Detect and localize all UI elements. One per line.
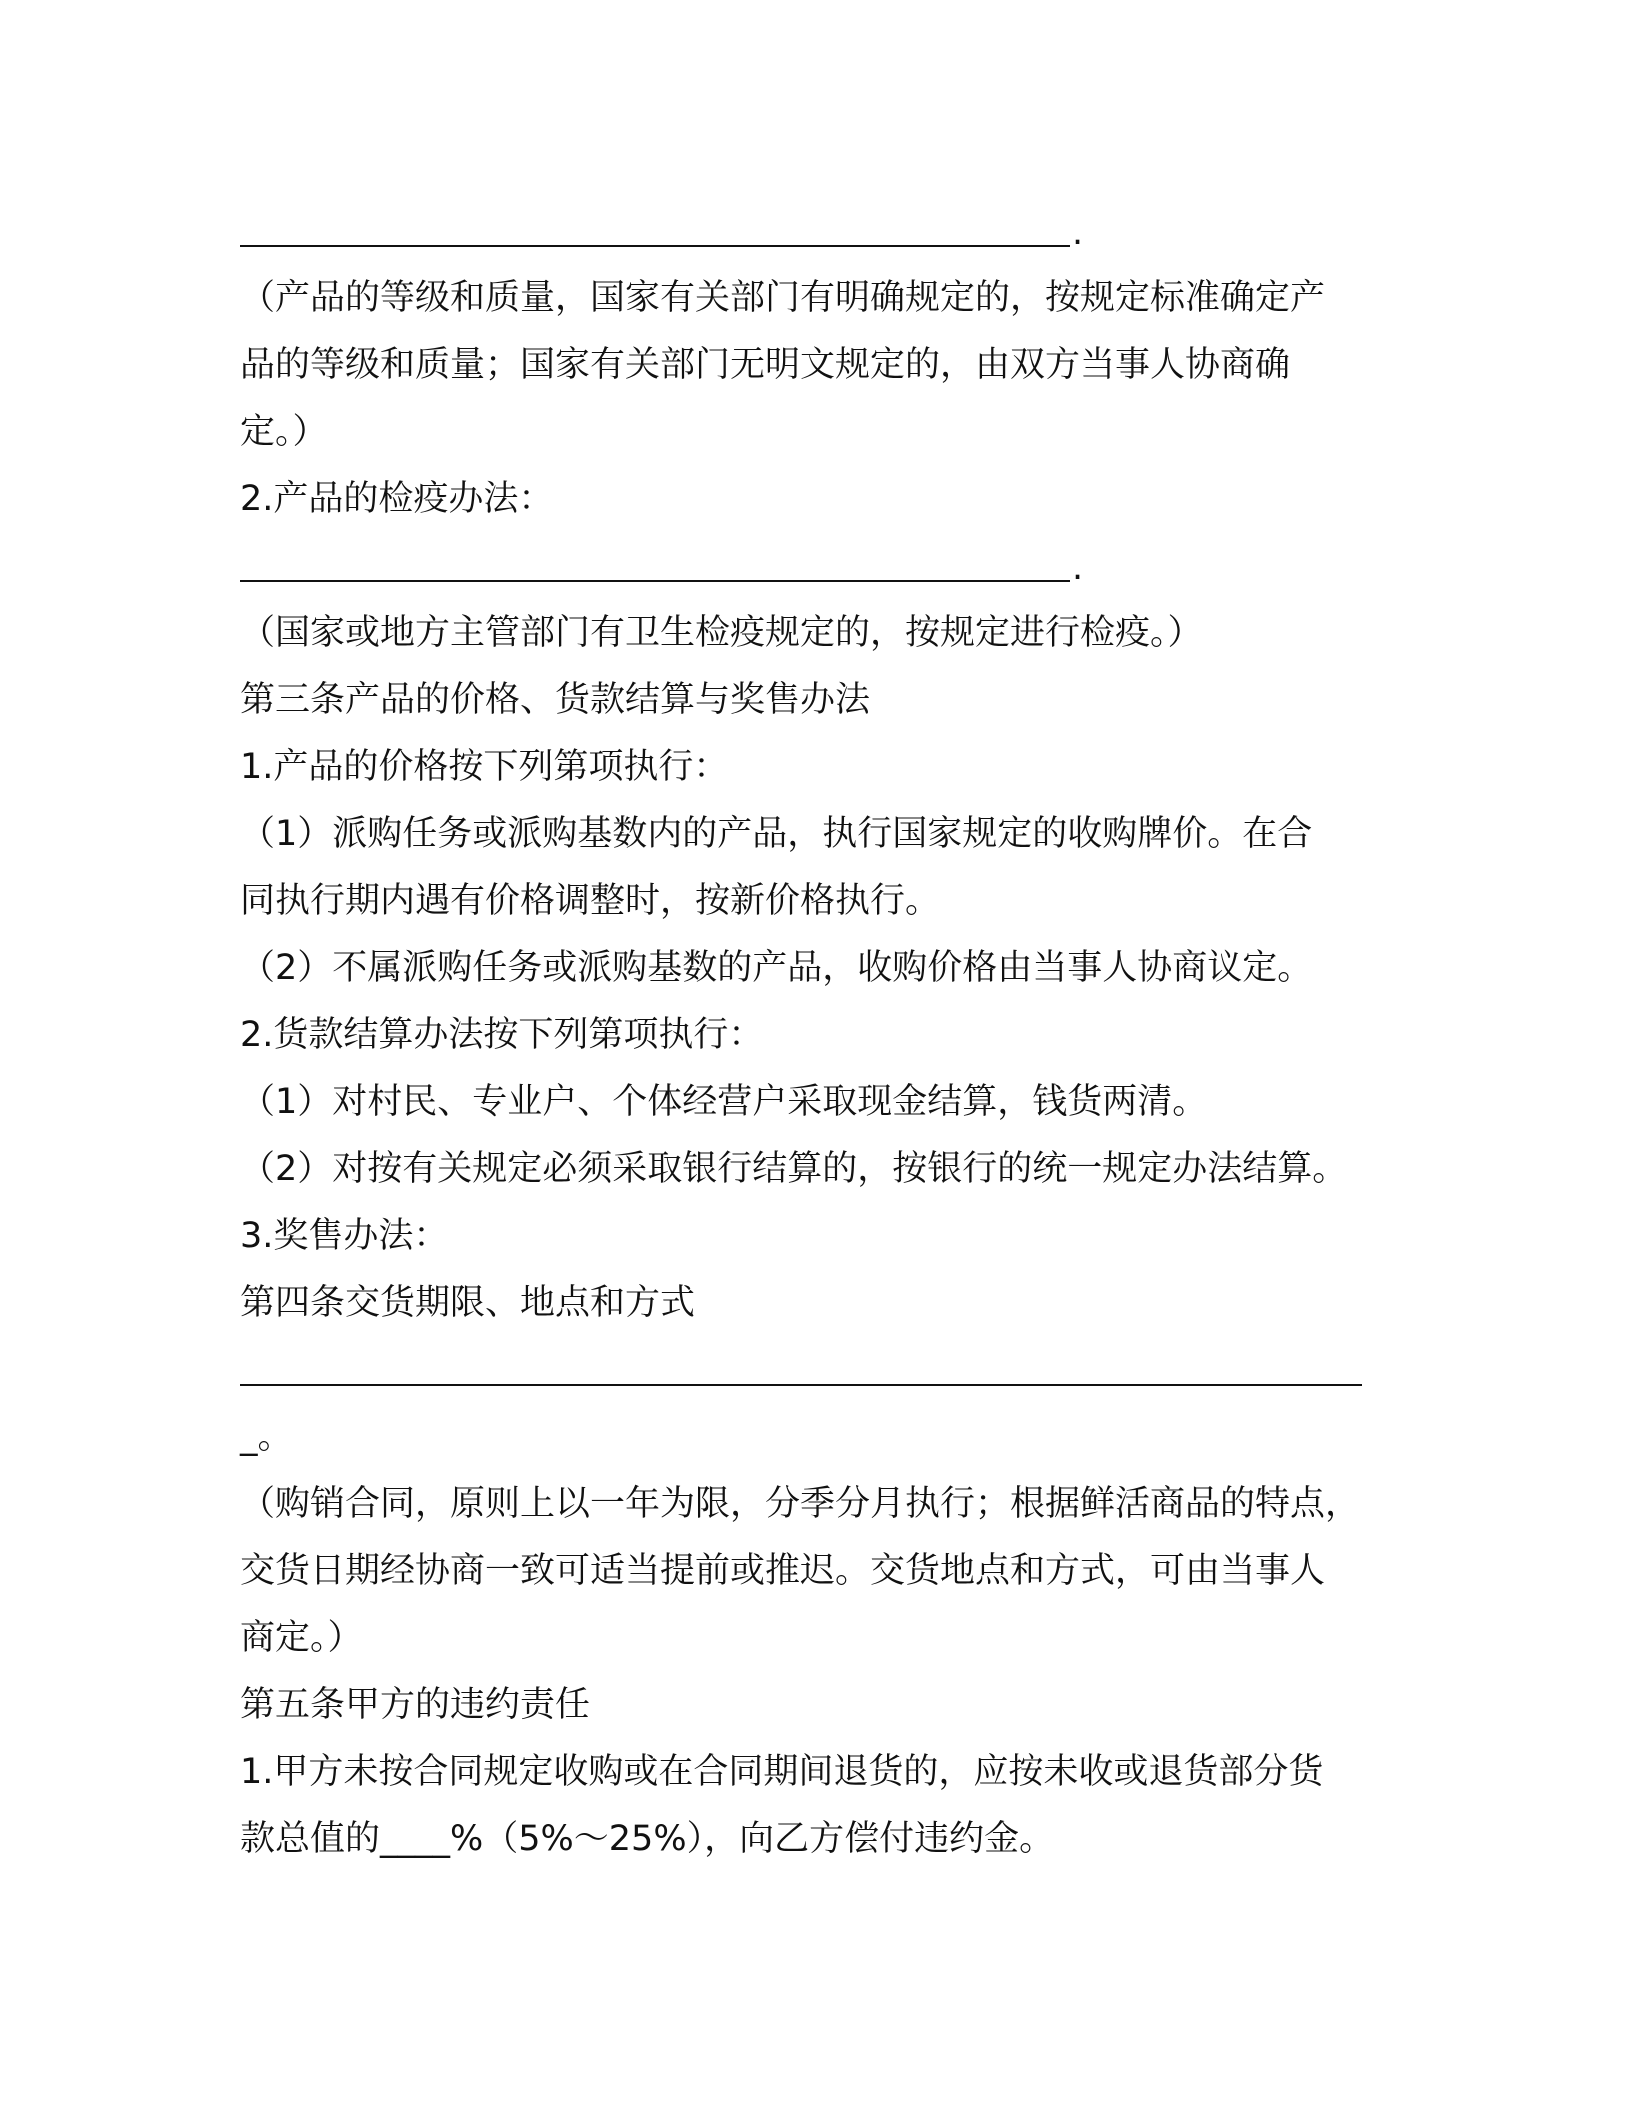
paragraph-line: （购销合同，原则上以一年为限，分季分月执行；根据鲜活商品的特点， [240,1484,1361,1524]
paragraph-line: 1.甲方未按合同规定收购或在合同期间退货的，应按未收或退货部分货 [240,1752,1324,1792]
blank-line-end: . [1072,213,1084,253]
blank-line-end: . [1072,548,1084,588]
blank-underline [240,580,1070,582]
clause-heading: 第三条产品的价格、货款结算与奖售办法 [240,680,871,720]
paragraph-line: （产品的等级和质量，国家有关部门有明确规定的，按规定标准确定产 [240,278,1326,318]
paragraph-line: 交货日期经协商一致可适当提前或推迟。交货地点和方式，可由当事人 [240,1551,1326,1591]
paragraph-line: 同执行期内遇有价格调整时，按新价格执行。 [240,881,941,921]
blank-line-tail: _。 [240,1417,293,1457]
paragraph-line: 定。） [240,412,328,452]
clause-item: 2.产品的检疫办法： [240,479,554,519]
clause-heading: 第五条甲方的违约责任 [240,1685,591,1725]
fill-in-blank-line [240,198,1400,265]
paragraph-line: （1）对村民、专业户、个体经营户采取现金结算，钱货两清。 [240,1082,1208,1122]
paragraph-line: 商定。） [240,1618,363,1658]
fill-in-blank-line [240,1337,1400,1404]
blank-underline [240,245,1070,247]
blank-underline [240,1384,1362,1386]
paragraph-line: 品的等级和质量；国家有关部门无明文规定的，由双方当事人协商确 [240,345,1291,385]
paragraph-line: 款总值的____%（5%～25%），向乙方偿付违约金。 [240,1819,1055,1859]
paragraph-line: （2）对按有关规定必须采取银行结算的，按银行的统一规定办法结算。 [240,1149,1348,1189]
document-body [240,198,1400,1873]
paragraph-line: （国家或地方主管部门有卫生检疫规定的，按规定进行检疫。） [240,613,1203,653]
paragraph-line: （1）派购任务或派购基数内的产品，执行国家规定的收购牌价。在合 [240,814,1313,854]
clause-item: 2.货款结算办法按下列第项执行： [240,1015,764,1055]
clause-item: 3.奖售办法： [240,1216,449,1256]
clause-heading: 第四条交货期限、地点和方式 [240,1283,696,1323]
paragraph-line: （2）不属派购任务或派购基数的产品，收购价格由当事人协商议定。 [240,948,1313,988]
fill-in-blank-line [240,533,1400,600]
clause-item: 1.产品的价格按下列第项执行： [240,747,729,787]
